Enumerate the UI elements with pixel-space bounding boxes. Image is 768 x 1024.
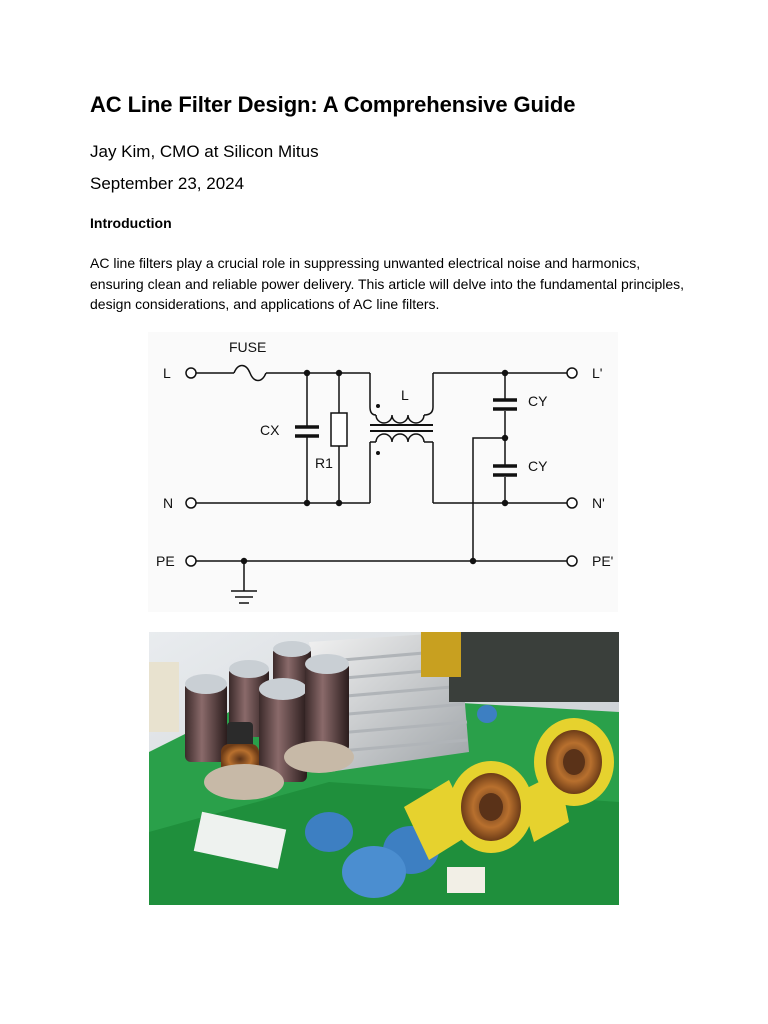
label-cy-top: CY xyxy=(528,393,548,409)
label-fuse: FUSE xyxy=(229,339,267,355)
label-earth-in: PE xyxy=(156,553,175,569)
section-heading-introduction: Introduction xyxy=(90,215,172,231)
label-line-out: L' xyxy=(592,365,603,381)
ac-line-filter-schematic xyxy=(148,332,618,612)
label-r1: R1 xyxy=(315,455,333,471)
page-title: AC Line Filter Design: A Comprehensive Guide xyxy=(90,92,576,117)
intro-paragraph: AC line filters play a crucial role in suppressing unwanted electrical noise and harmonics, ensuring clean and reliable power delivery. This article will delve into the fundamental principles, design considerations, and applications of AC line filters. xyxy=(90,255,685,312)
label-earth-out: PE' xyxy=(592,553,614,569)
label-cx: CX xyxy=(260,422,280,438)
fuse-symbol xyxy=(234,366,266,381)
label-line-in: L xyxy=(163,365,171,381)
terminal-l-in xyxy=(186,368,196,378)
label-choke: L xyxy=(401,387,409,403)
label-neutral-out: N' xyxy=(592,495,605,511)
label-neutral-in: N xyxy=(163,495,174,511)
terminal-pe-in xyxy=(186,556,196,566)
ground-symbol xyxy=(231,591,257,603)
terminal-l-out xyxy=(567,368,577,378)
author-line: Jay Kim, CMO at Silicon Mitus xyxy=(90,142,319,161)
pcb-filter-photo xyxy=(149,632,619,905)
cx-capacitor xyxy=(295,427,319,436)
terminal-pe-out xyxy=(567,556,577,566)
terminal-n-out xyxy=(567,498,577,508)
terminal-n-in xyxy=(186,498,196,508)
cy-capacitor-bottom xyxy=(493,466,517,475)
r1-resistor xyxy=(331,413,347,446)
publish-date: September 23, 2024 xyxy=(90,174,245,193)
label-cy-bottom: CY xyxy=(528,458,548,474)
cy-capacitor-top xyxy=(493,400,517,409)
